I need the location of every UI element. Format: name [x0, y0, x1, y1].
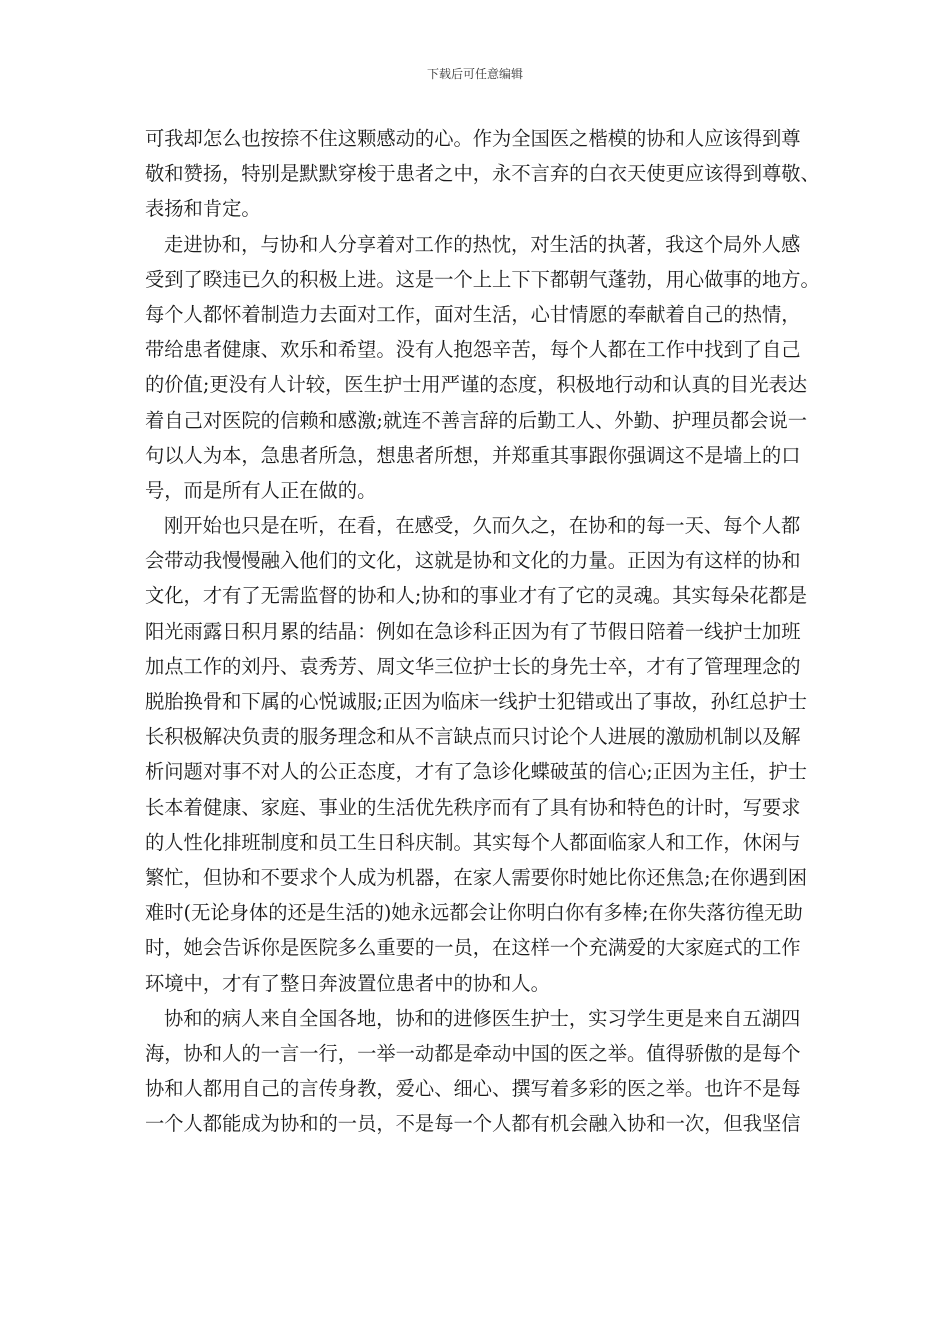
text-line: 号，而是所有人正在做的。: [145, 478, 377, 502]
text-line: 每个人都怀着制造力去面对工作，面对生活，心甘情愿的奉献着自己的热情，: [145, 302, 801, 326]
text-line: 阳光雨露日积月累的结晶：例如在急诊科正因为有了节假日陪着一线护士加班: [145, 619, 801, 643]
text-line: 环境中，才有了整日奔波置位患者中的协和人。: [145, 971, 550, 995]
text-line: 协和的病人来自全国各地，协和的进修医生护士，实习学生更是来自五湖四: [164, 1006, 801, 1030]
text-line: 难时(无论身体的还是生活的)她永远都会让你明白你有多棒;在你失落彷徨无助: [145, 901, 803, 925]
paragraph-4: [145, 1001, 815, 1142]
text-line: 加点工作的刘丹、袁秀芳、周文华三位护士长的身先士卒，才有了管理理念的: [145, 654, 801, 678]
paragraph-2: [145, 227, 820, 509]
text-line: 的价值;更没有人计较，医生护士用严谨的态度，积极地行动和认真的目光表达: [145, 373, 808, 397]
text-line: 句以人为本，急患者所急，想患者所想，并郑重其事跟你强调这不是墙上的口: [145, 443, 801, 467]
document-body: [145, 121, 820, 1141]
text-line: 可我却怎么也按捺不住这颗感动的心。作为全国医之楷模的协和人应该得到尊: [145, 127, 801, 150]
text-line: 会带动我慢慢融入他们的文化，这就是协和文化的力量。正因为有这样的协和: [145, 549, 801, 573]
text-line: 着自己对医院的信赖和感激;就连不善言辞的后勤工人、外勤、护理员都会说一: [145, 408, 808, 432]
page-header: 下载后可任意编辑: [426, 67, 523, 81]
text-line: 协和人都用自己的言传身教，爱心、细心、撰写着多彩的医之举。也许不是每: [145, 1077, 801, 1101]
text-line: 析问题对事不对人的公正态度，才有了急诊化蝶破茧的信心;正因为主任，护士: [145, 760, 808, 784]
text-line: 受到了睽违已久的积极上进。这是一个上上下下都朝气蓬勃，用心做事的地方。: [145, 267, 820, 291]
text-line: 长本着健康、家庭、事业的生活优先秩序而有了具有协和特色的计时，写要求: [145, 795, 801, 819]
paragraph-1: [145, 121, 820, 227]
text-line: 时，她会告诉你是医院多么重要的一员，在这样一个充满爱的大家庭式的工作: [145, 936, 801, 960]
text-line: 走进协和，与协和人分享着对工作的热忱，对生活的执著，我这个局外人感: [164, 232, 801, 256]
text-line: 表扬和肯定。: [145, 197, 261, 221]
text-line: 刚开始也只是在听，在看，在感受，久而久之，在协和的每一天、每个人都: [164, 514, 801, 538]
text-line: 敬和赞扬，特别是默默穿梭于患者之中，永不言弃的白衣天使更应该得到尊敬、: [145, 162, 820, 186]
text-line: 繁忙，但协和不要求个人成为机器，在家人需要你时她比你还焦急;在你遇到困: [145, 865, 808, 889]
text-line: 的人性化排班制度和员工生日科庆制。其实每个人都面临家人和工作，休闲与: [145, 830, 801, 854]
text-line: 一个人都能成为协和的一员，不是每一个人都有机会融入协和一次，但我坚信: [145, 1112, 801, 1136]
text-line: 带给患者健康、欢乐和希望。没有人抱怨辛苦，每个人都在工作中找到了自己: [145, 338, 801, 362]
text-line: 海，协和人的一言一行，一举一动都是牵动中国的医之举。值得骄傲的是每个: [145, 1041, 801, 1065]
text-line: 脱胎换骨和下属的心悦诚服;正因为临床一线护士犯错或出了事故，孙红总护士: [145, 690, 808, 713]
text-line: 文化，才有了无需监督的协和人;协和的事业才有了它的灵魂。其实每朵花都是: [145, 584, 808, 608]
paragraph-3: [145, 508, 815, 1001]
text-line: 长积极解决负责的服务理念和从不言缺点而只讨论个人进展的激励机制以及解: [145, 725, 801, 749]
